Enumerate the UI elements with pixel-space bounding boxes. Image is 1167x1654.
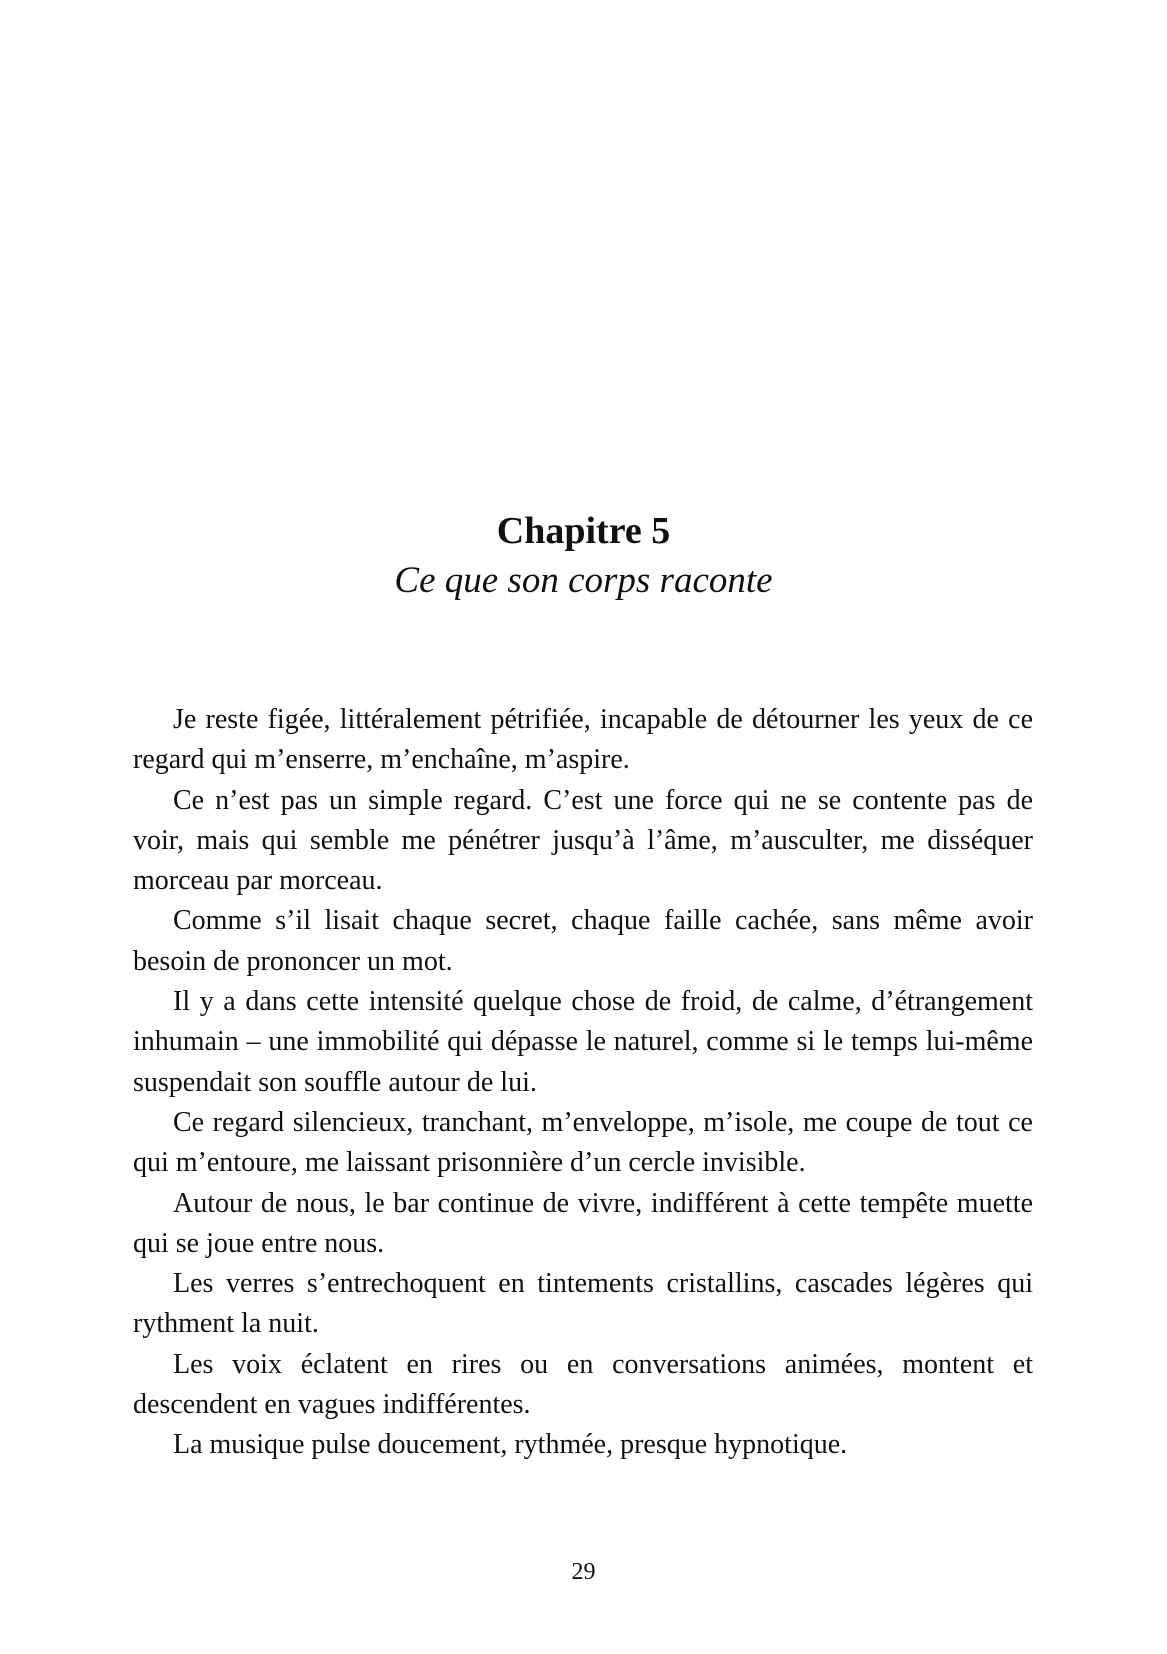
paragraph: Ce regard silencieux, tranchant, m’enveloppe, m’isole, me coupe de tout ce qui m’entoure, me laissant prisonnière d’un cercle invisible. <box>133 1106 1033 1179</box>
paragraph: Ce n’est pas un simple regard. C’est une force qui ne se contente pas de voir, mais qui semble me pénétrer jusqu’à l’âme, m’ausculter, me disséquer morceau par morceau. <box>133 784 1033 897</box>
chapter-body <box>133 700 1033 1466</box>
chapter-title: Chapitre 5 <box>496 510 671 552</box>
paragraph: Les verres s’entrechoquent en tintements cristallins, cascades légères qui rythment la nuit. <box>133 1268 1033 1340</box>
paragraph: La musique pulse doucement, rythmée, presque hypnotique. <box>173 1429 848 1461</box>
paragraph: Il y a dans cette intensité quelque chose de froid, de calme, d’étrangement inhumain – une immobilité qui dépasse le naturel, comme si le temps lui-même suspendait son souffle autour de lui. <box>133 986 1033 1098</box>
page-number: 29 <box>571 1559 596 1585</box>
paragraph: Comme s’il lisait chaque secret, chaque faille cachée, sans même avoir besoin de prononcer un mot. <box>133 905 1033 977</box>
paragraph: Autour de nous, le bar continue de vivre, indifférent à cette tempête muette qui se joue entre nous. <box>133 1187 1033 1259</box>
paragraph: Les voix éclatent en rires ou en conversations animées, montent et descendent en vagues indifférentes. <box>133 1348 1033 1421</box>
paragraph: Je reste figée, littéralement pétrifiée, incapable de détourner les yeux de ce regard qui m’enserre, m’enchaîne, m’aspire. <box>133 704 1033 776</box>
chapter-heading <box>0 508 1167 604</box>
chapter-subtitle: Ce que son corps raconte <box>394 560 773 601</box>
